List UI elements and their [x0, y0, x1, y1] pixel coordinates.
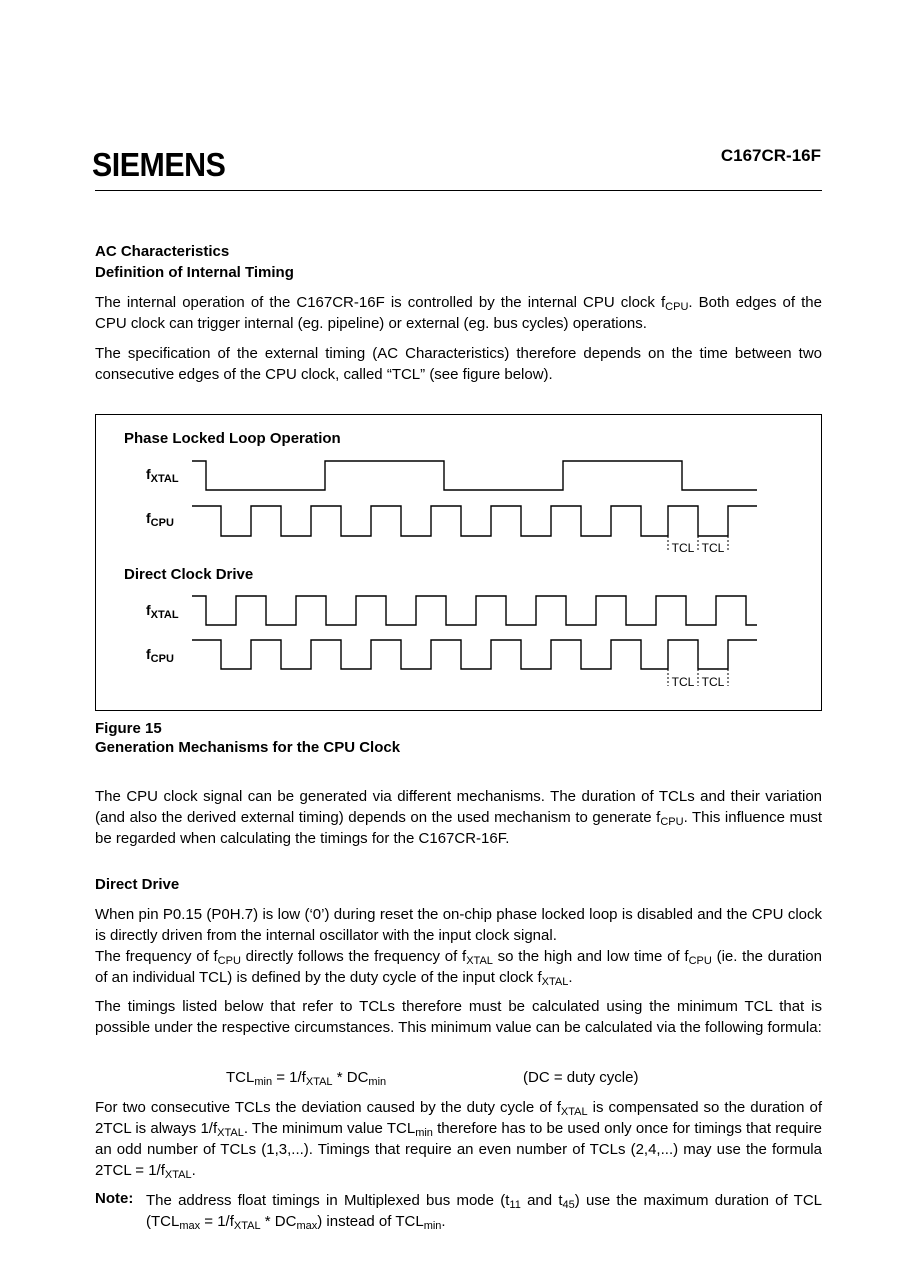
tcl-min-formula: $TCL_{min} = 1/f_{XTAL} * DC_{min}$ — [226, 1069, 387, 1088]
direct-fcpu-waveform — [192, 640, 757, 669]
intro-paragraph-2: The specification of the external timing (AC Characteristics) therefore depends on the time between two consecutive edges of the CPU clock, called “TCL” (see figure below). — [95, 345, 822, 383]
direct-fxtal-label: $f_{XTAL}$ — [146, 602, 179, 621]
direct-drive-paragraph-4: For two consecutive TCLs the deviation caused by the duty cycle of $f_{XTAL}$ is compensated so the duration of 2TCL is always $1/f_{XTAL}$. The minimum value $TCL_{min}$ therefore has to be used only once for timings that require an odd number of TCLs (1,3,...). Timings that require an even number of TCLs (2,4,...) may use the formula $2TCL = 1/f_{XTAL}$. — [95, 1099, 822, 1181]
pll-fxtal-waveform — [192, 461, 757, 490]
pll-tcl-label-2: TCL — [701, 541, 725, 555]
direct-tcl-label-1: TCL — [671, 675, 695, 689]
direct-drive-paragraph-1: When pin P0.15 (P0H.7) is low (‘0’) during reset the on-chip phase locked loop is disabled and the CPU clock is directly driven from the internal oscillator with the input clock signal. — [95, 906, 822, 944]
siemens-logo: SIEMENS — [92, 146, 226, 183]
document-id: C167CR-16F — [720, 146, 821, 165]
mechanisms-paragraph: The CPU clock signal can be generated via different mechanisms. The duration of TCLs and their variation (and also the derived external timing) depends on the used mechanism to generate $f_{CPU}$. This influence must be regarded when calculating the timings for the C167CR-16F. — [95, 788, 822, 847]
direct-clock-title: Direct Clock Drive — [124, 566, 254, 583]
section-title: AC Characteristics — [95, 243, 230, 260]
pll-fxtal-label: $f_{XTAL}$ — [146, 466, 179, 485]
direct-fcpu-label: $f_{CPU}$ — [146, 646, 174, 665]
direct-tcl-label-2: TCL — [701, 675, 725, 689]
pll-tcl-label-1: TCL — [671, 541, 695, 555]
pll-fcpu-waveform — [192, 506, 757, 536]
pll-title: Phase Locked Loop Operation — [124, 430, 341, 447]
figure-caption: Generation Mechanisms for the CPU Clock — [95, 739, 401, 756]
pll-fcpu-label: $f_{CPU}$ — [146, 510, 174, 529]
formula-note: (DC = duty cycle) — [523, 1069, 639, 1086]
figure-number: Figure 15 — [95, 720, 162, 737]
note-text: The address float timings in Multiplexed bus mode ($t_{11}$ and $t_{45}$) use the maximum duration of TCL $(TCL_{max} = 1/f_{XTAL} * DC_{max})$ instead of $TCL_{min}$. — [146, 1192, 822, 1232]
direct-drive-paragraph-3: The timings listed below that refer to TCLs therefore must be calculated using the minimum TCL that is possible under the respective circumstances. This minimum value can be calculated via the following formula: — [95, 998, 822, 1036]
intro-paragraph-1: The internal operation of the C167CR-16F is controlled by the internal CPU clock $f_{CPU}$. Both edges of the CPU clock can trigger internal (eg. pipeline) or external (eg. bus cycles) operations. — [95, 294, 822, 332]
direct-fxtal-waveform — [192, 596, 757, 625]
direct-drive-title: Direct Drive — [95, 876, 180, 893]
note-label: Note: — [95, 1190, 134, 1207]
section-subtitle: Definition of Internal Timing — [95, 264, 294, 281]
direct-drive-paragraph-2: The frequency of $f_{CPU}$ directly follows the frequency of $f_{XTAL}$ so the high and low time of $f_{CPU}$ (ie. the duration of an individual TCL) is defined by the duty cycle of the input clock $f_{XTAL}$. — [95, 948, 822, 988]
